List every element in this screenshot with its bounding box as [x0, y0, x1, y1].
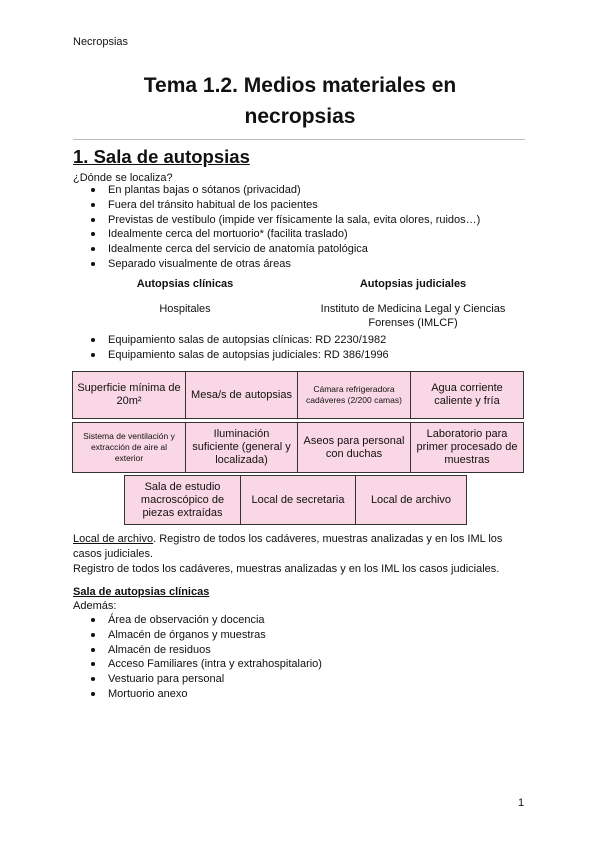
list-item: Fuera del tránsito habitual de los pacientes	[73, 198, 480, 213]
col-head-clinicas: Autopsias clínicas	[136, 278, 234, 290]
page-number: 1	[518, 797, 525, 809]
list-item: Idealmente cerca del mortuorio* (facilita traslado)	[73, 227, 480, 242]
title-line-2: necropsias	[244, 105, 356, 128]
box-agua: Agua corriente caliente y fría	[410, 371, 524, 419]
col-value-hospitales: Hospitales	[159, 303, 211, 315]
list-item: Vestuario para personal	[73, 672, 322, 687]
equipment-rd-list	[73, 333, 389, 363]
location-question: ¿Dónde se localiza?	[73, 172, 173, 184]
ademas-label: Además:	[73, 600, 117, 612]
archivo-label: Local de archivo	[73, 533, 154, 545]
page-header: Necropsias	[73, 36, 129, 48]
box-superficie: Superficie mínima de 20m²	[72, 371, 186, 419]
list-item: Área de observación y docencia	[73, 613, 322, 628]
archivo-text-line-2: casos judiciales.	[73, 547, 154, 560]
list-item: Separado visualmente de otras áreas	[73, 257, 480, 272]
list-item: Equipamiento salas de autopsias judiciales: RD 386/1996	[73, 348, 389, 363]
registro-line: Registro de todos los cadáveres, muestras analizadas y en los IML los casos judiciales.	[73, 562, 500, 575]
box-mesas: Mesa/s de autopsias	[185, 371, 298, 419]
col-head-judiciales: Autopsias judiciales	[359, 278, 467, 290]
box-secretaria: Local de secretaria	[240, 475, 356, 525]
list-item: Almacén de residuos	[73, 643, 322, 658]
list-item: Previstas de vestíbulo (impide ver físicamente la sala, evita olores, ruidos…)	[73, 213, 480, 228]
list-item: En plantas bajas o sótanos (privacidad)	[73, 183, 480, 198]
archivo-text: . Registro de todos los cadáveres, muestras analizadas y en los IML los	[153, 533, 503, 545]
box-archivo: Local de archivo	[355, 475, 467, 525]
box-sala-estudio: Sala de estudio macroscópico de piezas extraídas	[124, 475, 241, 525]
title-divider	[73, 139, 525, 140]
box-laboratorio: Laboratorio para primer procesado de muestras	[410, 422, 524, 473]
title-line-1: Tema 1.2. Medios materiales en	[143, 74, 457, 97]
list-item: Idealmente cerca del servicio de anatomía patológica	[73, 242, 480, 257]
box-ventilacion: Sistema de ventilación y extracción de aire al exterior	[72, 422, 186, 473]
section-heading-sala: 1. Sala de autopsias	[73, 146, 250, 167]
archivo-paragraph	[73, 532, 502, 576]
list-item: Mortuorio anexo	[73, 687, 322, 702]
col-value-imlcf	[305, 302, 521, 330]
box-iluminacion: Iluminación suficiente (general y localizada)	[185, 422, 298, 473]
clinicas-bullet-list	[73, 613, 322, 702]
location-bullet-list	[73, 183, 480, 272]
col-value-imlcf-line-2: Forenses (IMLCF)	[368, 317, 458, 329]
list-item: Equipamiento salas de autopsias clínicas: RD 2230/1982	[73, 333, 389, 348]
list-item: Acceso Familiares (intra y extrahospitalario)	[73, 657, 322, 672]
page-title	[73, 70, 527, 132]
list-item: Almacén de órganos y muestras	[73, 628, 322, 643]
col-value-imlcf-line-1: Instituto de Medicina Legal y Ciencias	[320, 303, 506, 315]
box-aseos: Aseos para personal con duchas	[297, 422, 411, 473]
box-camara: Cámara refrigeradora cadáveres (2/200 camas)	[297, 371, 411, 419]
subsection-heading-clinicas: Sala de autopsias clínicas	[73, 586, 210, 598]
